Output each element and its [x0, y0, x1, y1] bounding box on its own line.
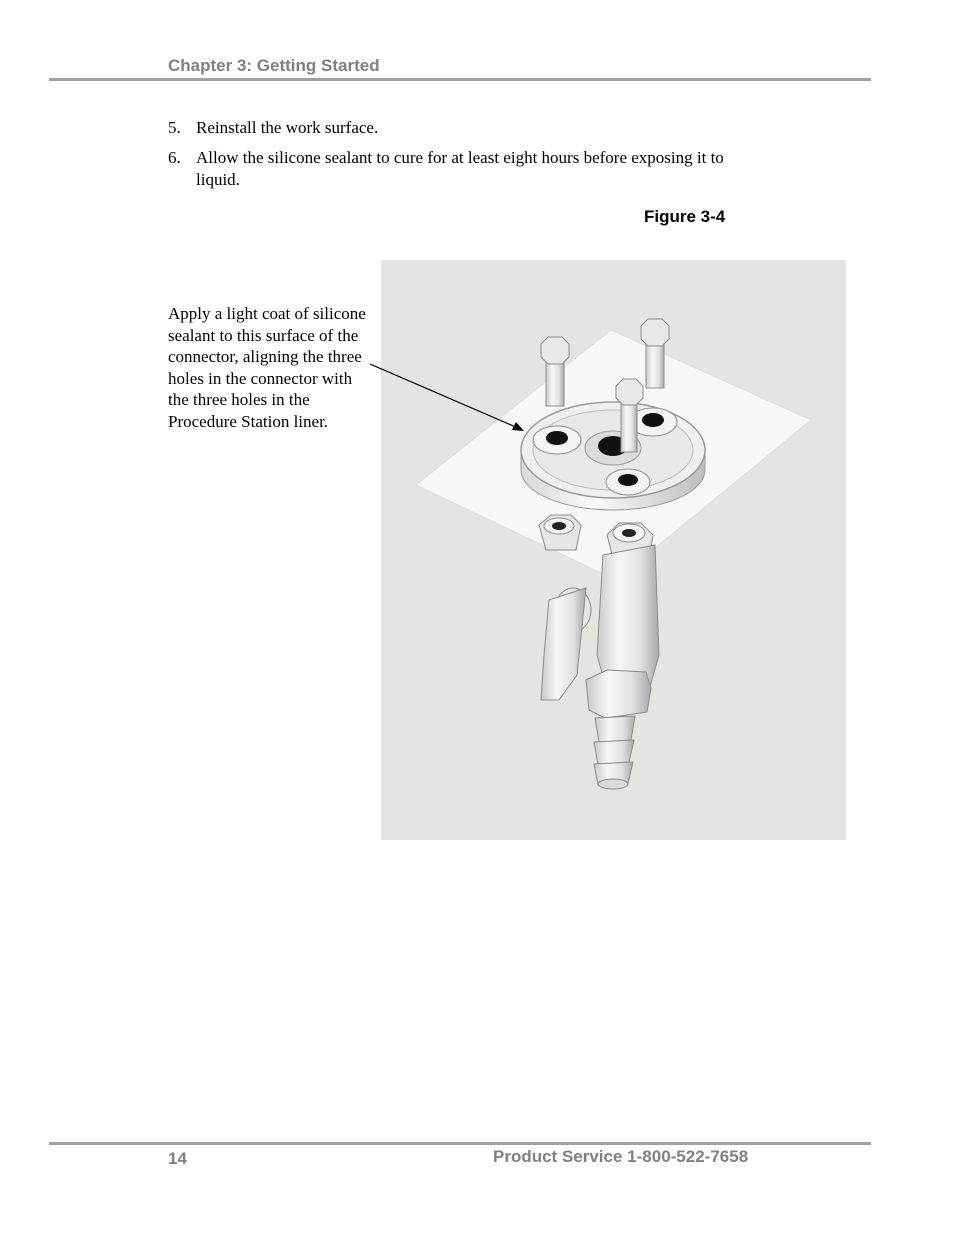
hex-fitting: [586, 670, 651, 718]
running-header: Chapter 3: Getting Started: [168, 56, 380, 75]
boss-left: [533, 426, 581, 454]
footer-rule: [49, 1142, 871, 1145]
header-rule: [49, 78, 871, 81]
page-number: 14: [168, 1149, 187, 1168]
step-text: Reinstall the work surface.: [196, 118, 379, 137]
valve-handle: [541, 588, 591, 700]
connector-illustration: [381, 260, 846, 840]
product-service-line: Product Service 1-800-522-7658: [493, 1147, 749, 1166]
barbed-outlet: [594, 716, 635, 789]
connector-drawing: [381, 260, 846, 840]
step-number: 6.: [168, 148, 181, 167]
boss-front: [606, 469, 650, 495]
step-text: Allow the silicone sealant to cure for at least eight hours before exposing it to liquid.: [196, 148, 724, 189]
figure-label: Figure 3-4: [644, 207, 726, 226]
connector-body: [597, 545, 659, 690]
figure-caption: Apply a light coat of silicone sealant to this surface of the connector, aligning the three holes in the connector with the three holes in the Procedure Station liner.: [168, 304, 366, 431]
nut-left: [539, 515, 581, 550]
step-number: 5.: [168, 118, 181, 137]
